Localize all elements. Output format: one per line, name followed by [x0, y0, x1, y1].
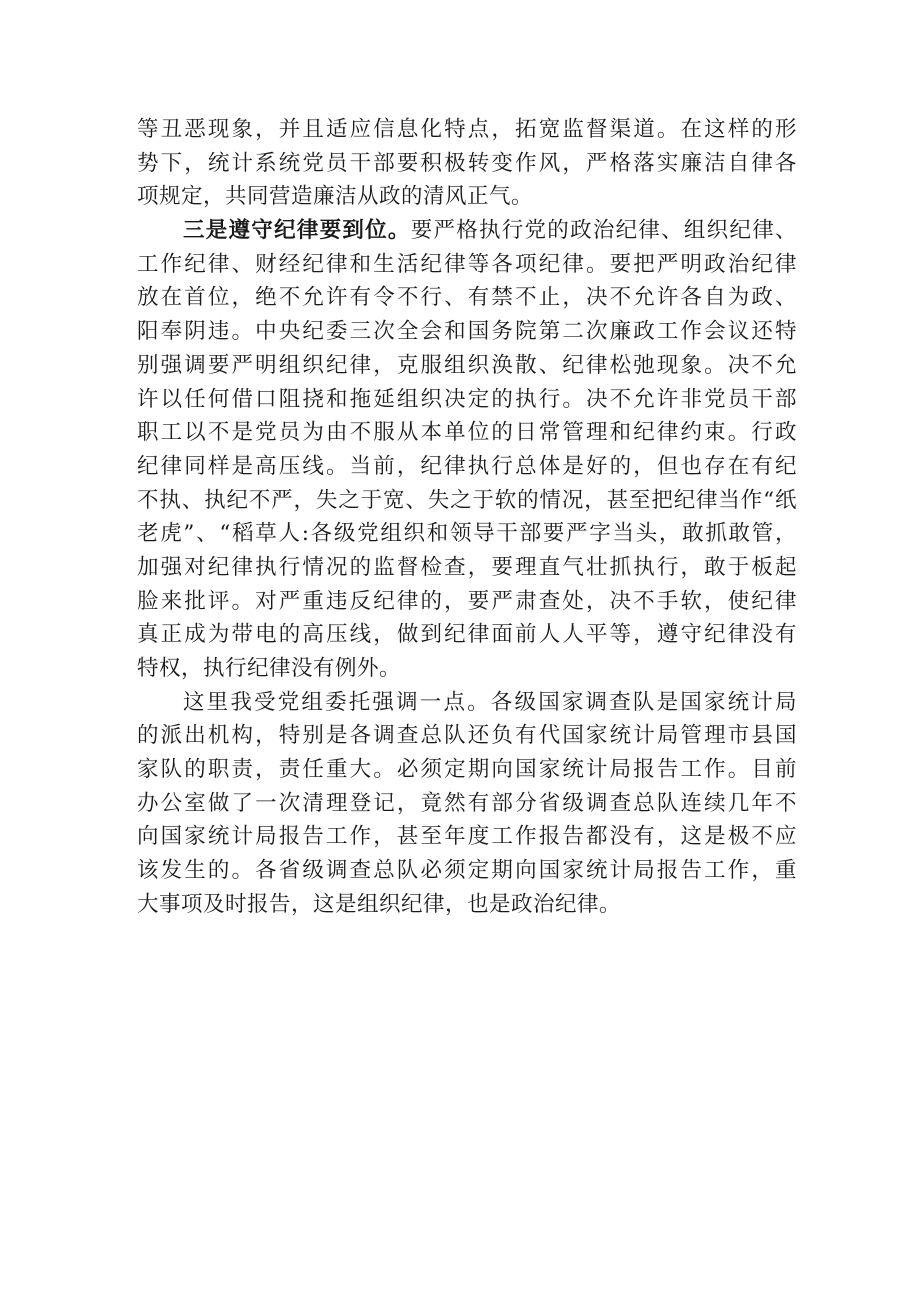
- text-line: 纪律同样是高压线。当前，纪律执行总体是好的，但也存在有纪: [137, 453, 797, 479]
- document-page: [137, 113, 797, 922]
- text-line: 办公室做了一次清理登记，竟然有部分省级调查总队连续几年不: [137, 790, 797, 816]
- text-line: 家队的职责，责任重大。必须定期向国家统计局报告工作。目前: [137, 757, 797, 783]
- paragraph-3: [137, 686, 797, 922]
- text-line: 职工以不是党员为由不服从本单位的日常管理和纪律约束。行政: [137, 420, 797, 446]
- text-line: 这里我受党组委托强调一点。各级国家调查队是国家统计局: [183, 689, 797, 715]
- text-line: [137, 214, 797, 248]
- text-line: 许以任何借口阻挠和拖延组织决定的执行。决不允许非党员干部: [137, 386, 797, 412]
- text-line: 老虎”、“稻草人:各级党组织和领导干部要严字当头，敢抓敢管，: [137, 521, 797, 547]
- text-line: 的派出机构，特别是各调查总队还负有代国家统计局管理市县国: [137, 723, 797, 749]
- text-line: 工作纪律、财经纪律和生活纪律等各项纪律。要把严明政治纪律: [137, 251, 797, 277]
- text-line: 脸来批评。对严重违反纪律的，要严肃查处，决不手软，使纪律: [137, 588, 797, 614]
- text-line: 别强调要严明组织纪律，克服组织涣散、纪律松弛现象。决不允: [137, 352, 797, 378]
- text-line: 项规定，共同营造廉洁从政的清风正气。: [137, 184, 534, 210]
- text-line: 真正成为带电的高压线，做到纪律面前人人平等，遵守纪律没有: [137, 622, 797, 648]
- text-line: 该发生的。各省级调查总队必须定期向国家统计局报告工作，重: [137, 858, 797, 884]
- text-line: 阳奉阴违。中央纪委三次全会和国务院第二次廉政工作会议还特: [137, 319, 797, 345]
- text-line: 特权，执行纪律没有例外。: [137, 656, 402, 681]
- text-line: 不执、执纪不严，失之于宽、失之于软的情况，甚至把纪律当作“纸: [137, 487, 797, 513]
- paragraph-2: [137, 214, 797, 686]
- text-line: 加强对纪律执行情况的监督检查，要理直气壮抓执行，敢于板起: [137, 554, 797, 580]
- text-line: 向国家统计局报告工作，甚至年度工作报告都没有，这是极不应: [137, 824, 797, 850]
- text-line: 势下，统计系统党员干部要积极转变作风，严格落实廉洁自律各: [137, 150, 797, 176]
- paragraph-1: [137, 113, 797, 214]
- text-segment: 要严格执行党的政治纪律、组织纪律、: [410, 218, 797, 244]
- text-line: 大事项及时报告，这是组织纪律，也是政治纪律。: [137, 891, 622, 917]
- paragraph-heading: 三是遵守纪律要到位。: [183, 218, 411, 244]
- text-line: 放在首位，绝不允许有令不行、有禁不止，决不允许各自为政、: [137, 285, 797, 311]
- text-line: 等丑恶现象，并且适应信息化特点，拓宽监督渠道。在这样的形: [137, 117, 797, 142]
